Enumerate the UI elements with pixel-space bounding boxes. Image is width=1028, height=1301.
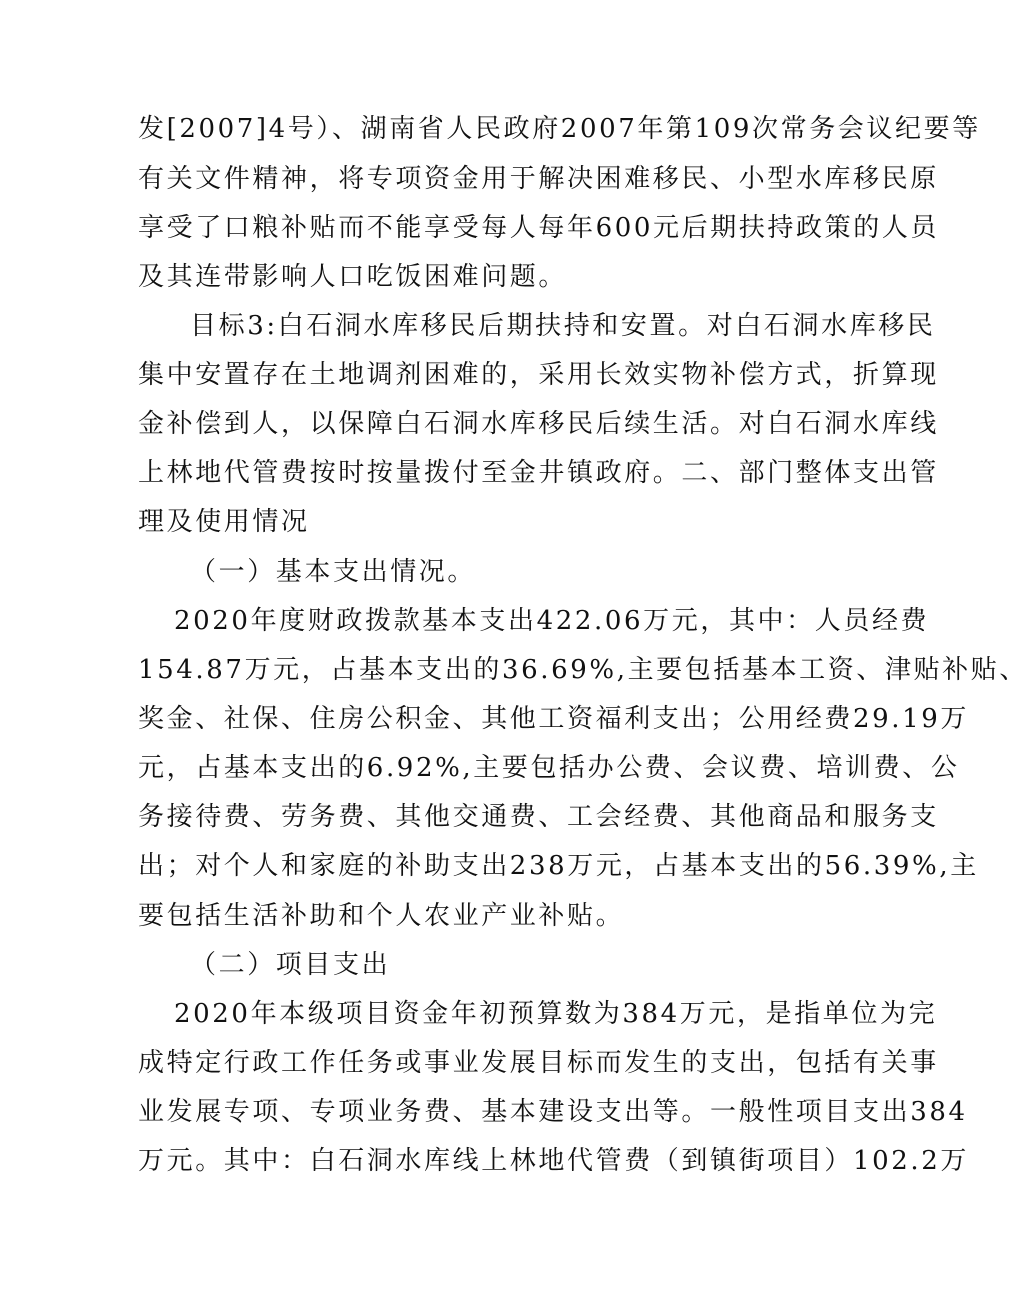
text-line-12: 154.87万元，占基本支出的36.69%,主要包括基本工资、津贴补贴、 [138, 655, 1028, 685]
text-line-9: 理及使用情况 [138, 507, 310, 537]
text-line-20: 成特定行政工作任务或事业发展目标而发生的支出，包括有关事 [138, 1048, 939, 1078]
text-line-16: 出；对个人和家庭的补助支出238万元，占基本支出的56.39%,主 [138, 851, 979, 881]
text-line-7: 金补偿到人，以保障白石洞水库移民后续生活。对白石洞水库线 [138, 409, 939, 439]
text-line-11: 2020年度财政拨款基本支出422.06万元，其中：人员经费 [174, 606, 930, 636]
text-line-8: 上林地代管费按时按量拨付至金井镇政府。二、部门整体支出管 [138, 458, 939, 488]
text-line-5: 目标3:白石洞水库移民后期扶持和安置。对白石洞水库移民 [190, 311, 936, 341]
text-line-22: 万元。其中：白石洞水库线上林地代管费（到镇街项目）102.2万 [138, 1146, 970, 1176]
section-heading-project-expenditure: （二）项目支出 [190, 950, 391, 980]
text-line-15: 务接待费、劳务费、其他交通费、工会经费、其他商品和服务支 [138, 802, 939, 832]
text-line-21: 业发展专项、专项业务费、基本建设支出等。一般性项目支出384 [138, 1097, 968, 1127]
section-heading-basic-expenditure: （一）基本支出情况。 [190, 557, 477, 587]
text-line-17: 要包括生活补助和个人农业产业补贴。 [138, 901, 625, 931]
text-line-4: 及其连带影响人口吃饭困难问题。 [138, 262, 568, 292]
text-line-14: 元，占基本支出的6.92%,主要包括办公费、会议费、培训费、公 [138, 753, 960, 783]
text-line-2: 有关文件精神，将专项资金用于解决困难移民、小型水库移民原 [138, 164, 939, 194]
text-line-19: 2020年本级项目资金年初预算数为384万元，是指单位为完 [174, 999, 938, 1029]
text-line-1: 发[2007]4号）、湖南省人民政府2007年第109次常务会议纪要等 [138, 114, 981, 144]
text-line-13: 奖金、社保、住房公积金、其他工资福利支出；公用经费29.19万 [138, 704, 970, 734]
text-line-3: 享受了口粮补贴而不能享受每人每年600元后期扶持政策的人员 [138, 213, 940, 243]
text-line-6: 集中安置存在土地调剂困难的，采用长效实物补偿方式，折算现 [138, 360, 939, 390]
